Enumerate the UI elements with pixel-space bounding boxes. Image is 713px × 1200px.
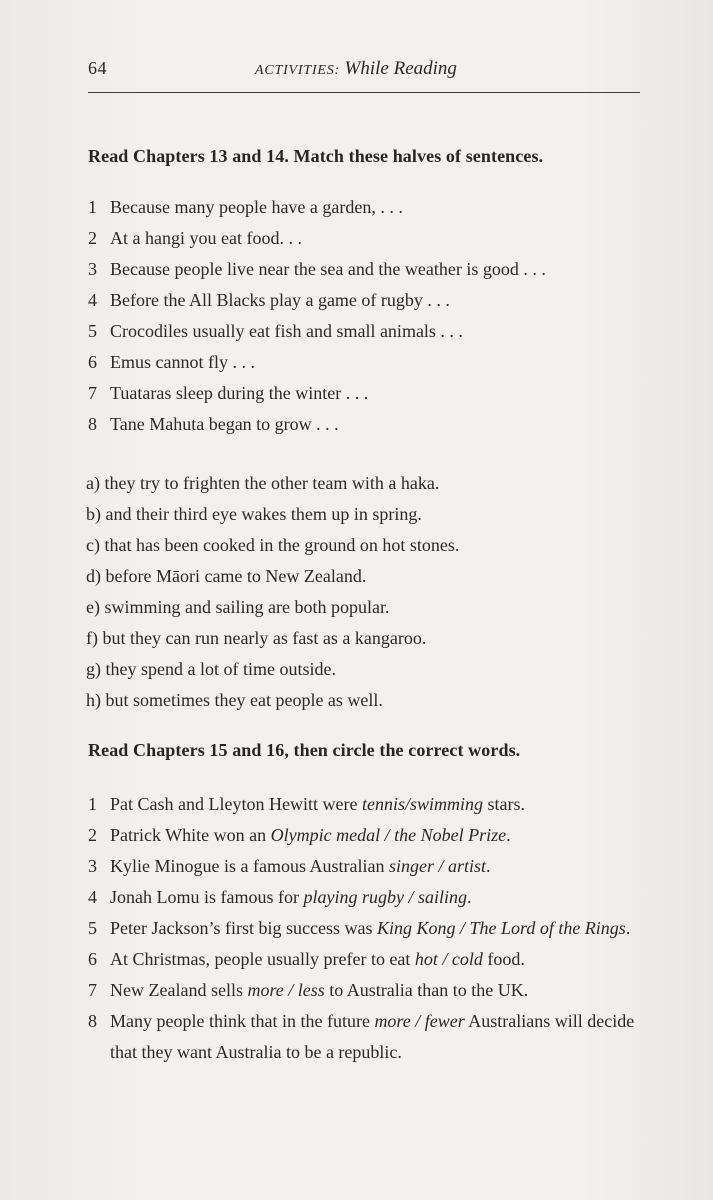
list-item — [88, 882, 648, 913]
list-item — [88, 192, 648, 223]
list-item: a) they try to frighten the other team with a haka. — [86, 473, 440, 493]
item-text: Because many people have a garden, . . . — [110, 197, 403, 217]
item-text-before: Many people think that in the future — [110, 1011, 375, 1031]
item-text-after: . — [625, 918, 631, 938]
item-text-after: food. — [482, 949, 525, 969]
list-item — [88, 975, 648, 1006]
list-item: e) swimming and sailing are both popular. — [86, 597, 390, 617]
item-text: At a hangi you eat food. . . — [110, 228, 302, 248]
running-head — [255, 58, 457, 80]
list-item — [88, 944, 648, 975]
running-head-section: ACTIVITIES: — [255, 63, 341, 78]
sentence-endings-list — [86, 468, 646, 716]
list-item — [88, 378, 648, 409]
item-text-before: Pat Cash and Lleyton Hewitt were — [110, 794, 362, 814]
item-number: 3 — [88, 856, 97, 876]
item-text: Before the All Blacks play a game of rugby . . . — [110, 290, 450, 310]
item-number: 1 — [88, 794, 97, 814]
item-text: Tane Mahuta began to grow . . . — [110, 414, 339, 434]
item-text-wrap — [110, 1006, 640, 1068]
list-item — [88, 789, 648, 820]
word-choice: Olympic medal / the Nobel Prize — [270, 825, 507, 845]
item-number: 8 — [88, 414, 97, 434]
list-item — [88, 913, 648, 944]
word-choice: more / less — [247, 980, 325, 1000]
word-choice: more / fewer — [374, 1011, 465, 1031]
item-number: 7 — [88, 383, 97, 403]
item-text: Emus cannot fly . . . — [110, 352, 255, 372]
item-text-before: At Christmas, people usually prefer to eat — [110, 949, 415, 969]
item-number: 4 — [88, 290, 97, 310]
item-text-before: Kylie Minogue is a famous Australian — [110, 856, 389, 876]
list-item — [88, 1006, 648, 1068]
item-text-after: . — [466, 887, 472, 907]
list-item — [88, 409, 648, 440]
page-number: 64 — [88, 58, 107, 78]
item-number: 6 — [88, 352, 97, 372]
list-item: g) they spend a lot of time outside. — [86, 659, 336, 679]
list-item: h) but sometimes they eat people as well. — [86, 690, 383, 710]
list-item — [88, 285, 648, 316]
section-title-match: Read Chapters 13 and 14. Match these halves of sentences. — [88, 146, 544, 166]
item-number: 5 — [88, 918, 97, 938]
item-text-before: Peter Jackson’s first big success was — [110, 918, 377, 938]
item-number: 4 — [88, 887, 97, 907]
circle-words-list — [88, 789, 648, 1068]
list-item: f) but they can run nearly as fast as a kangaroo. — [86, 628, 427, 648]
item-text-after: . — [506, 825, 511, 845]
word-choice: hot / cold — [414, 949, 483, 969]
list-item — [88, 254, 648, 285]
item-number: 2 — [88, 825, 97, 845]
list-item — [88, 223, 648, 254]
section-title-circle: Read Chapters 15 and 16, then circle the correct words. — [88, 740, 521, 760]
list-item — [88, 820, 648, 851]
item-number: 7 — [88, 980, 97, 1000]
item-text-after: to Australia than to the UK. — [324, 980, 529, 1000]
item-text-before: New Zealand sells — [110, 980, 248, 1000]
list-item — [88, 316, 648, 347]
item-text-after: . — [485, 856, 491, 876]
list-item: d) before Māori came to New Zealand. — [86, 566, 367, 586]
item-text: Crocodiles usually eat fish and small animals . . . — [110, 321, 463, 341]
list-item: b) and their third eye wakes them up in spring. — [86, 504, 422, 524]
item-text: Tuataras sleep during the winter . . . — [110, 383, 369, 403]
item-text-wrap — [110, 913, 640, 944]
word-choice: tennis/swimming — [361, 794, 483, 814]
item-text-after: Australians will decide that they want Australia to be a republic. — [110, 1011, 635, 1062]
item-number: 6 — [88, 949, 97, 969]
item-text-before: Jonah Lomu is famous for — [110, 887, 304, 907]
sentence-beginnings-list — [88, 192, 648, 440]
list-item: c) that has been cooked in the ground on hot stones. — [86, 535, 460, 555]
item-text-after: stars. — [482, 794, 525, 814]
item-number: 8 — [88, 1011, 97, 1031]
word-choice: playing rugby / sailing — [303, 887, 467, 907]
list-item — [88, 851, 648, 882]
item-number: 2 — [88, 228, 97, 248]
item-text-before: Patrick White won an — [110, 825, 271, 845]
running-head-title: While Reading — [344, 58, 457, 79]
item-text: Because people live near the sea and the weather is good . . . — [110, 259, 546, 279]
page-header — [88, 58, 640, 92]
item-number: 5 — [88, 321, 97, 341]
header-rule — [88, 92, 640, 93]
list-item — [88, 347, 648, 378]
item-number: 1 — [88, 197, 97, 217]
word-choice: singer / artist — [388, 856, 486, 876]
word-choice: King Kong / The Lord of the Rings — [376, 918, 626, 938]
item-number: 3 — [88, 259, 97, 279]
